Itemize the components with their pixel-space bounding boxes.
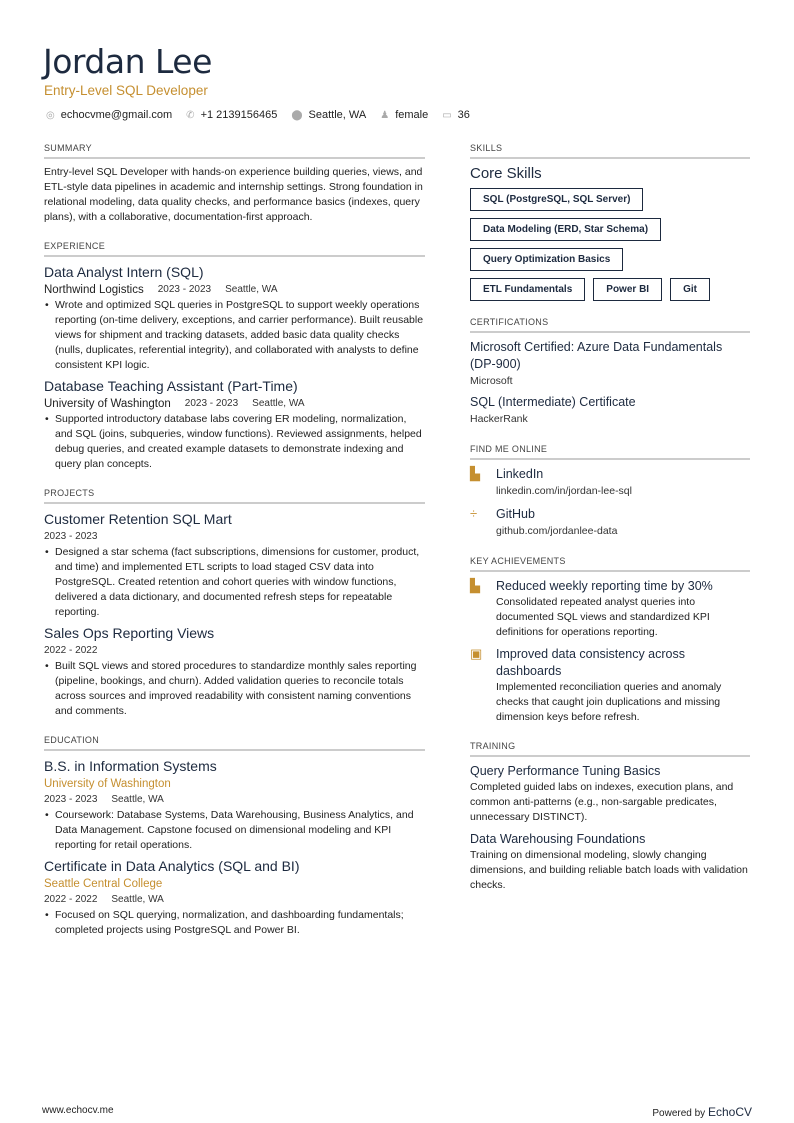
dates: 2023 - 2023 [44, 794, 98, 805]
github-link[interactable]: github.com/jordanlee-data [496, 525, 618, 537]
achievement-text: Implemented reconciliation queries and anomaly checks that caught join duplications and missing dimension keys before refresh. [496, 681, 722, 723]
training-text: Training on dimensional modeling, slowly changing dimensions, and building reliable batch loads with validation checks. [470, 849, 748, 891]
section-heading: SKILLS [470, 143, 750, 159]
calendar-icon: ▭ [442, 110, 452, 121]
cert-name: SQL (Intermediate) Certificate [470, 395, 636, 409]
brand-logo: EchoCV [707, 1105, 752, 1119]
section-heading: TRAINING [470, 741, 750, 757]
document-icon: ▙ [470, 578, 480, 593]
education-item [44, 857, 425, 938]
section-heading: FIND ME ONLINE [470, 444, 750, 460]
powered-by-text: Powered by [652, 1108, 706, 1119]
linkedin-icon: ▙ [470, 466, 480, 481]
bullet: • Supported introductory database labs covering ER modeling, normalization, and SQL (joins, subqueries, window functions). Reviewed assignments, helped debug queries, and created example datasets to demonstrate indexing and query plan concepts. [44, 412, 425, 472]
skill-tag: ETL Fundamentals [470, 278, 585, 301]
contact-phone [186, 109, 277, 121]
degree: B.S. in Information Systems [44, 758, 217, 774]
bullet: • Coursework: Database Systems, Data Warehousing, Business Analytics, and Data Management. Capstone focused on dimensional modeling and KPI reporting for retail operations. [44, 808, 425, 853]
experience-section [44, 241, 425, 472]
summary-section [44, 143, 425, 225]
left-column [44, 143, 425, 954]
section-heading: EDUCATION [44, 735, 425, 751]
project-item [44, 510, 425, 620]
contact-age [442, 109, 470, 121]
contact-bar [46, 109, 470, 121]
school: Seattle Central College [44, 878, 163, 890]
skill-tag: SQL (PostgreSQL, SQL Server) [470, 188, 643, 211]
candidate-name: Jordan Lee [43, 42, 212, 81]
section-heading: PROJECTS [44, 488, 425, 504]
education-item [44, 757, 425, 853]
link-label: LinkedIn [496, 467, 544, 481]
skill-tag: Data Modeling (ERD, Star Schema) [470, 218, 661, 241]
gender-text: female [395, 109, 429, 121]
role: Data Analyst Intern (SQL) [44, 264, 204, 280]
phone-text: +1 2139156465 [200, 109, 278, 121]
job-title: Entry-Level SQL Developer [44, 83, 208, 98]
location-icon: ⬤ [291, 110, 303, 121]
location: Seattle, WA [252, 398, 305, 409]
calculator-icon: ▣ [470, 646, 483, 661]
dates: 2022 - 2022 [44, 894, 98, 905]
section-heading: CERTIFICATIONS [470, 317, 750, 333]
skills-subheading: Core Skills [470, 165, 542, 182]
bullet: • Designed a star schema (fact subscriptions, dimensions for customer, product, and time) and implemented ETL scripts to load staged CSV data into PostgreSQL. Created retention and cohort queries with window functions, delivered a data dictionary, and documented refresh steps for repeatable reporting. [44, 545, 425, 620]
cert-issuer: HackerRank [470, 413, 528, 425]
training-text: Completed guided labs on indexes, execution plans, and common anti-patterns (e.g., non-sargable predicates, unnecessary DISTINCT). [470, 781, 734, 823]
role: Database Teaching Assistant (Part-Time) [44, 378, 298, 394]
email-icon: ◎ [46, 110, 55, 121]
section-heading: EXPERIENCE [44, 241, 425, 257]
linkedin-link[interactable]: linkedin.com/in/jordan-lee-sql [496, 485, 632, 497]
school: University of Washington [44, 778, 171, 790]
location: Seattle, WA [111, 794, 164, 805]
project-name: Customer Retention SQL Mart [44, 511, 232, 527]
right-column [470, 143, 750, 909]
achievement-title: Improved data consistency across dashboards [496, 647, 685, 678]
person-icon: ♟ [380, 110, 390, 121]
bullet: • Focused on SQL querying, normalization, and dashboarding fundamentals; completed projects using PostgreSQL and Power BI. [44, 908, 425, 938]
cert-name: Microsoft Certified: Azure Data Fundamentals (DP-900) [470, 340, 723, 371]
project-name: Sales Ops Reporting Views [44, 625, 215, 641]
organization: Northwind Logistics [44, 284, 144, 296]
location-text: Seattle, WA [308, 109, 367, 121]
achievement-text: Consolidated repeated analyst queries into documented SQL views and standardized KPI definitions for operations reporting. [496, 596, 710, 638]
training-title: Query Performance Tuning Basics [470, 764, 661, 778]
age-text: 36 [457, 109, 470, 121]
section-heading: KEY ACHIEVEMENTS [470, 556, 750, 572]
dates: 2022 - 2022 [44, 645, 98, 656]
training-title: Data Warehousing Foundations [470, 832, 646, 846]
dates: 2023 - 2023 [44, 531, 98, 542]
experience-item [44, 377, 425, 472]
online-section [470, 444, 750, 540]
skill-tag: Power BI [593, 278, 662, 301]
contact-location [291, 109, 366, 121]
achievement-title: Reduced weekly reporting time by 30% [496, 579, 713, 593]
summary-text: Entry-level SQL Developer with hands-on experience building queries, views, and ETL-style data pipelines in academic and internship settings. Strong foundation in relational modeling, data quality checks, and performance basics (indexes, query plans), with a collaborative, documentation-first approach. [44, 166, 423, 223]
project-item [44, 624, 425, 719]
contact-gender [380, 109, 428, 121]
section-heading: SUMMARY [44, 143, 425, 159]
bullet: • Built SQL views and stored procedures to standardize monthly sales reporting (pipeline, bookings, and churn). Added validation queries to reconcile totals across sources and improved readability with consistent naming conventions and comments. [44, 659, 425, 719]
email-text: echocvme@gmail.com [60, 109, 173, 121]
link-label: GitHub [496, 507, 535, 521]
contact-email [46, 109, 172, 121]
cert-issuer: Microsoft [470, 375, 513, 387]
dates: 2023 - 2023 [184, 398, 239, 409]
github-icon: ÷ [470, 506, 478, 521]
degree: Certificate in Data Analytics (SQL and BI) [44, 858, 300, 874]
skill-tag: Git [670, 278, 710, 301]
projects-section [44, 488, 425, 719]
experience-item [44, 263, 425, 373]
skills-section [470, 143, 750, 301]
dates: 2023 - 2023 [157, 284, 212, 295]
footer-powered [652, 1105, 752, 1119]
location: Seattle, WA [111, 894, 164, 905]
certifications-section [470, 317, 750, 428]
phone-icon: ✆ [186, 110, 195, 121]
skill-tag: Query Optimization Basics [470, 248, 623, 271]
footer-site[interactable]: www.echocv.me [42, 1105, 114, 1116]
bullet: • Wrote and optimized SQL queries in PostgreSQL to support weekly operations reporting (on-time delivery, exceptions, and carrier performance). Built reusable views for shipment and tracking datasets, added basic data quality checks (nulls, duplicates, referential integrity), and collaborated with analysts to define consistent KPI logic. [44, 298, 425, 373]
organization: University of Washington [44, 398, 171, 410]
achievements-section [470, 556, 750, 725]
training-section [470, 741, 750, 893]
location: Seattle, WA [225, 284, 278, 295]
education-section [44, 735, 425, 938]
